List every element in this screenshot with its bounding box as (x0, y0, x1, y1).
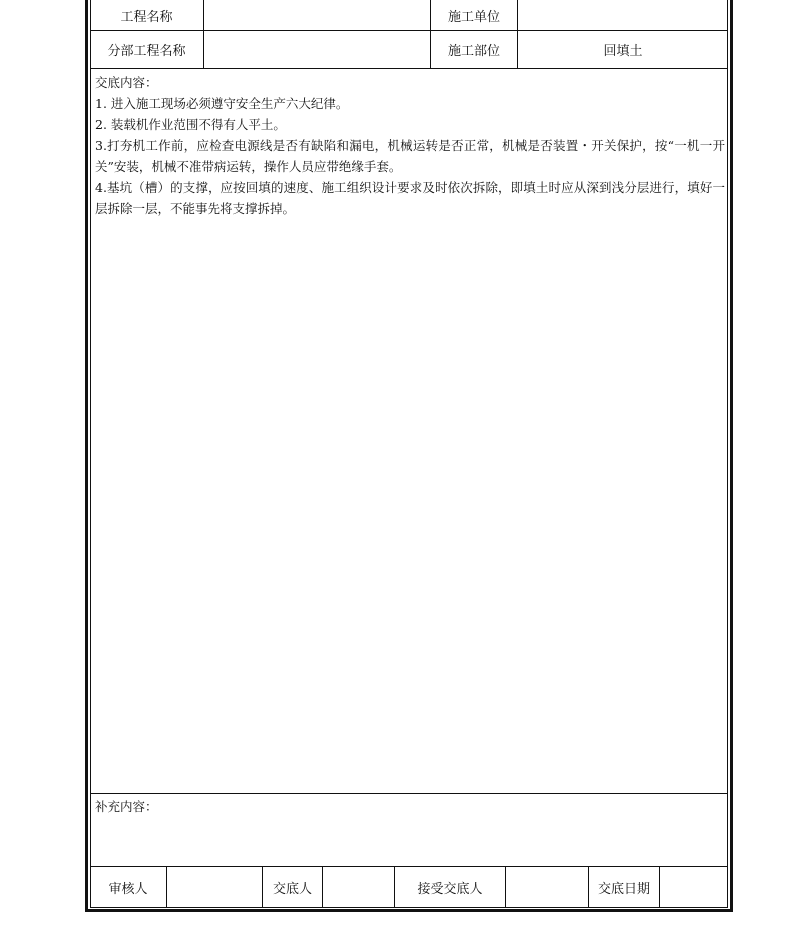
contractor-value (518, 0, 728, 30)
location-value: 回填土 (603, 44, 643, 59)
discloser-signature-field[interactable] (323, 867, 394, 908)
disclosure-content (95, 72, 725, 219)
project-name-value (204, 0, 430, 30)
sub-project-value (204, 31, 430, 68)
receiver-signature-field[interactable] (506, 867, 588, 908)
discloser-label: 交底人 (272, 882, 312, 897)
disclosure-title: 交底内容： (95, 75, 158, 90)
location-label: 施工部位 (447, 44, 500, 59)
disclosure-item-1: 1. 进入施工现场必须遵守安全生产六大纪律。 (95, 96, 349, 111)
reviewer-signature-field[interactable] (167, 867, 262, 908)
supplement-label: 补充内容： (95, 799, 158, 814)
disclosure-item-2: 2. 装载机作业范围不得有人平土。 (95, 117, 286, 132)
receiver-label: 接受交底人 (417, 882, 483, 897)
date-label: 交底日期 (597, 882, 650, 897)
project-name-label: 工程名称 (120, 9, 173, 25)
disclosure-item-4: 4.基坑（槽）的支撑，应按回填的速度、施工组织设计要求及时依次拆除，即填土时应从深到浅分层进行，填好一层拆除一层，不能事先将支撑拆掉。 (95, 180, 725, 216)
contractor-label: 施工单位 (447, 9, 500, 25)
row-divider (90, 793, 728, 794)
sub-project-label: 分部工程名称 (107, 44, 186, 59)
row-divider (90, 68, 728, 69)
date-field[interactable] (660, 867, 728, 908)
reviewer-label: 审核人 (108, 882, 148, 897)
disclosure-item-3: 3.打夯机工作前，应检查电源线是否有缺陷和漏电，机械运转是否正常，机械是否装置・开关保护，按“一机一开关”安装，机械不准带病运转，操作人员应带绝缘手套。 (95, 138, 725, 174)
